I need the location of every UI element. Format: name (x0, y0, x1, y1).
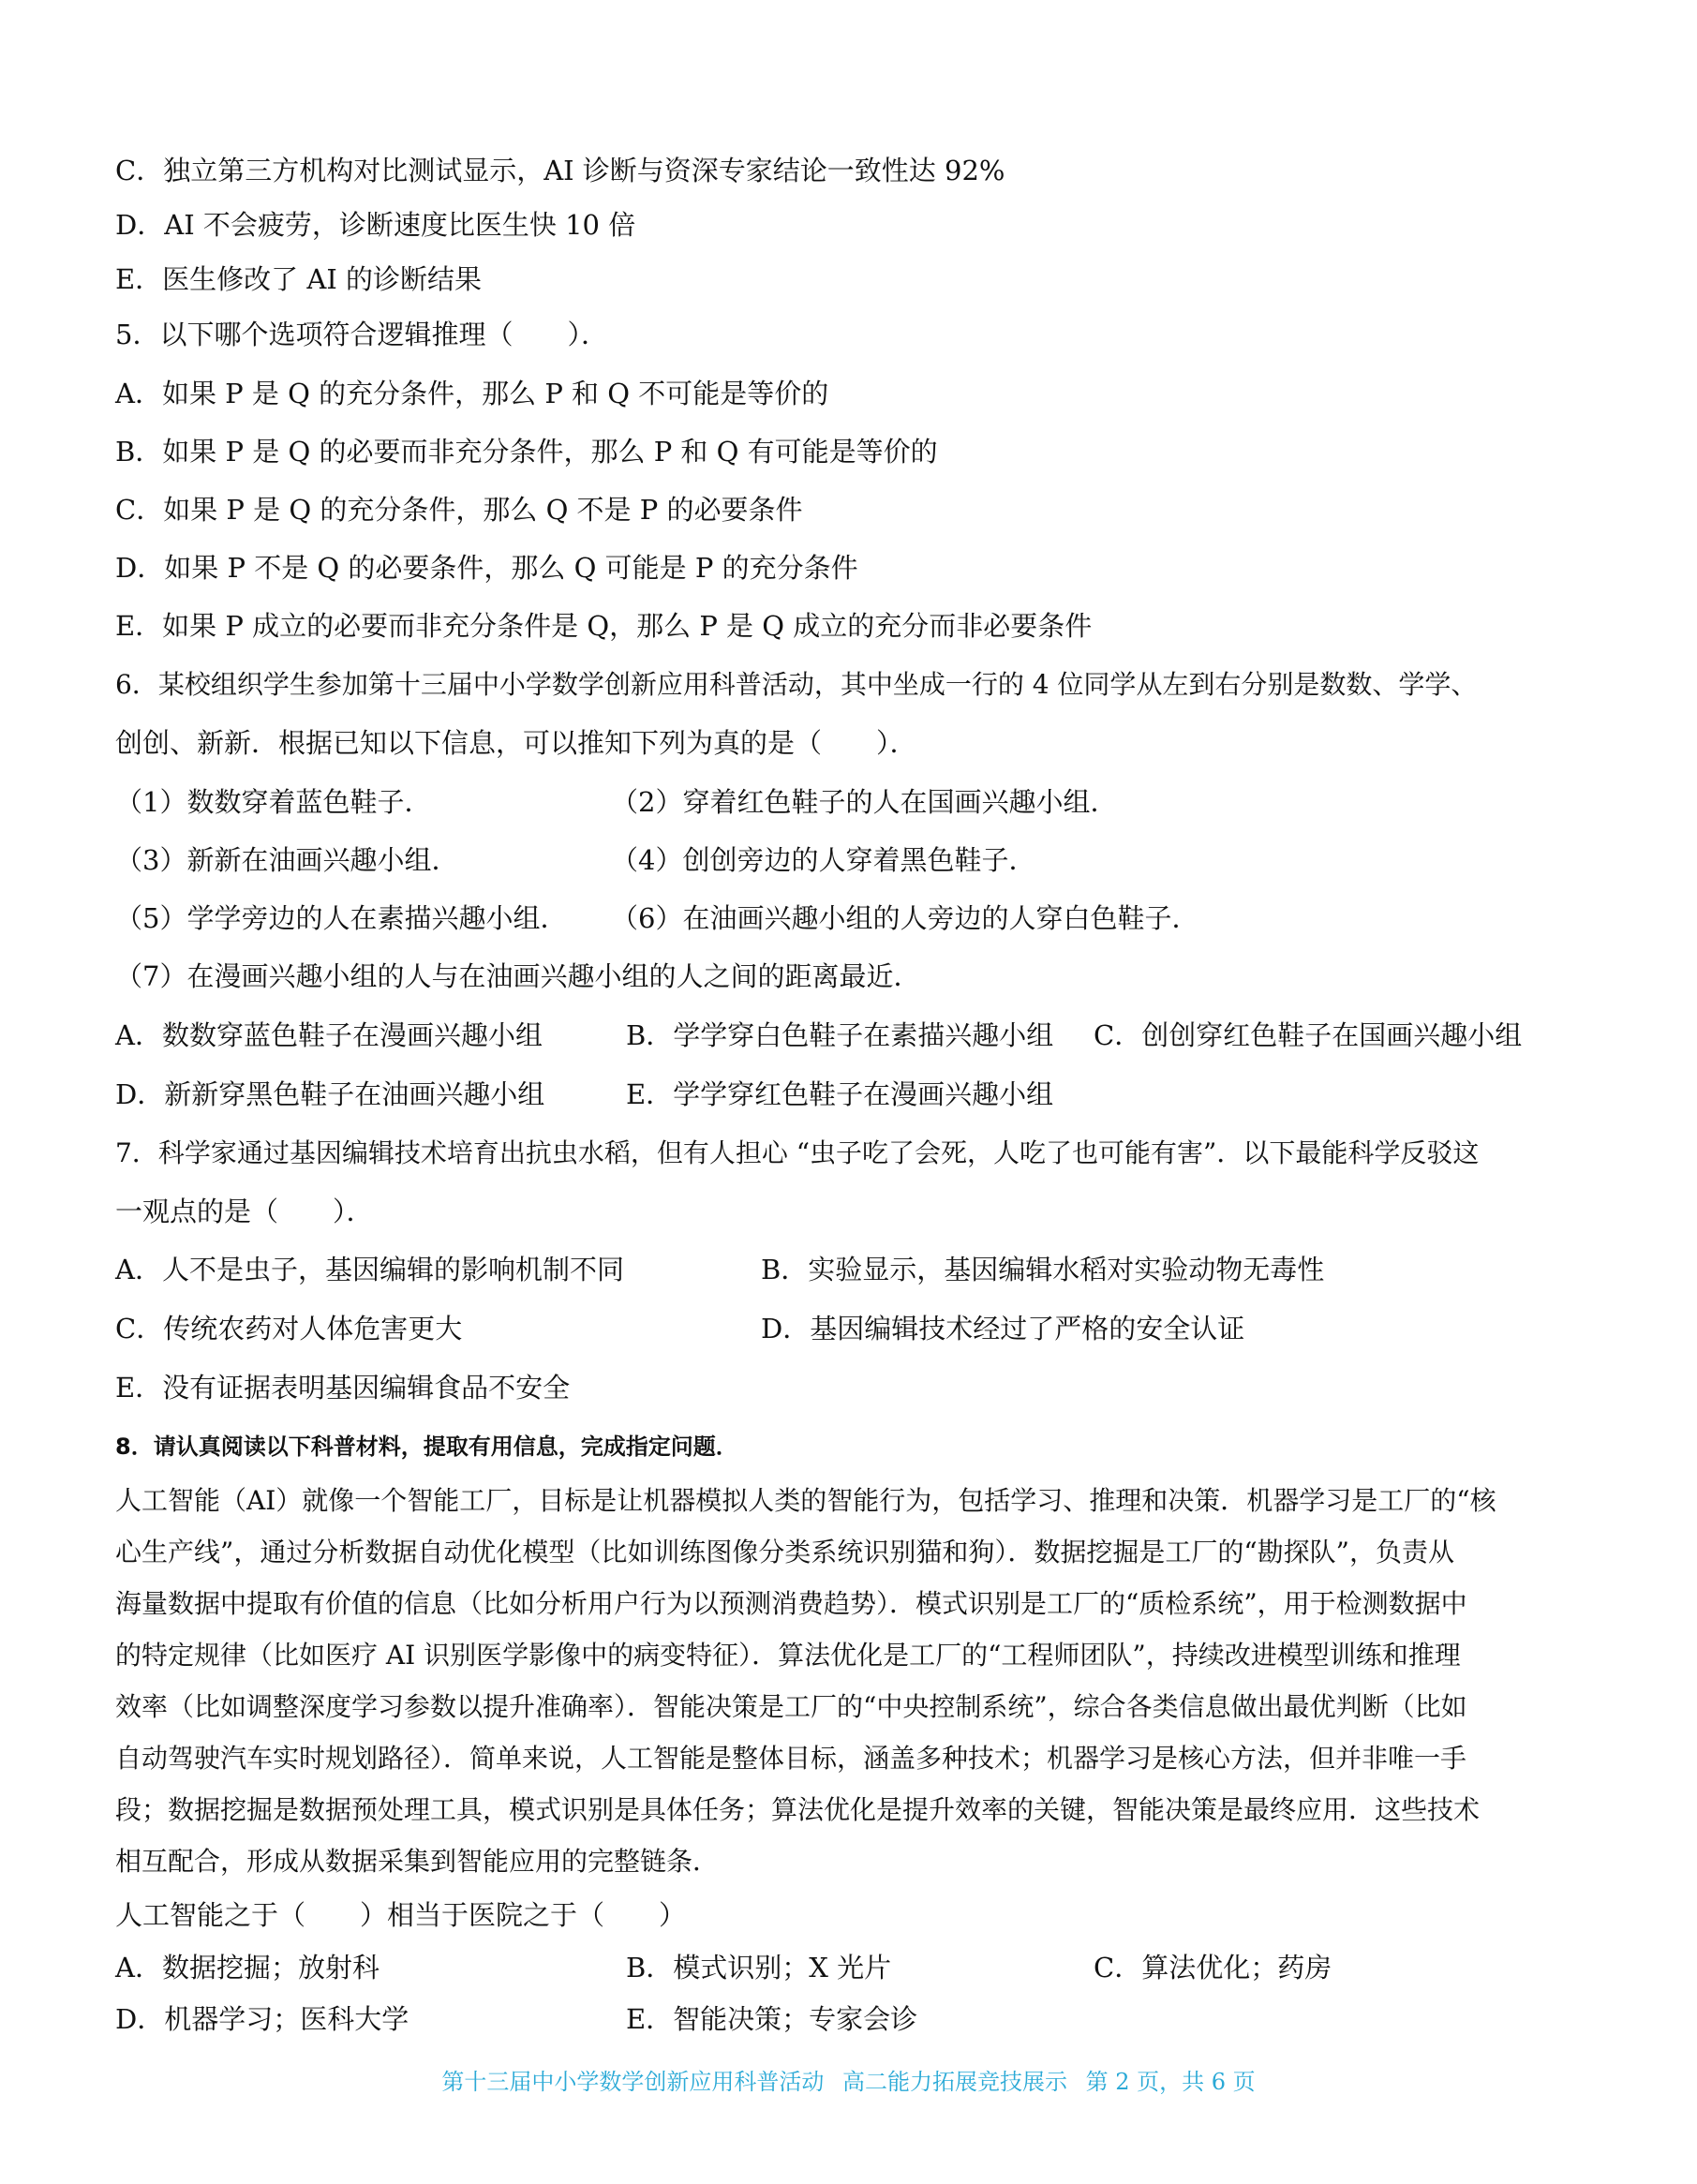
q8-passage-line2: 心生产线”，通过分析数据自动优化模型（比如训练图像分类系统识别猫和狗）．数据挖掘是工厂的“勘探队”，负责从 (115, 1537, 1454, 1567)
footer-page-number: 第 2 页，共 6 页 (1085, 2069, 1256, 2095)
q5-option-e: E．如果 P 成立的必要而非充分条件是 Q，那么 P 是 Q 成立的充分而非必要条件 (115, 610, 1093, 642)
q8-instruction: 8．请认真阅读以下科普材料，提取有用信息，完成指定问题． (115, 1434, 738, 1460)
q4-option-c: C．独立第三方机构对比测试显示，AI 诊断与资深专家结论一致性达 92% (115, 155, 1005, 186)
footer-activity: 第十三届中小学数学创新应用科普活动 (441, 2069, 825, 2095)
q4-option-d: D．AI 不会疲劳，诊断速度比医生快 10 倍 (115, 209, 636, 241)
q6-clue-6: （6）在油画兴趣小组的人旁边的人穿白色鞋子． (611, 902, 1199, 934)
q5-option-c: C．如果 P 是 Q 的充分条件，那么 Q 不是 P 的必要条件 (115, 494, 803, 526)
q8-passage-line5: 效率（比如调整深度学习参数以提升准确率）．智能决策是工厂的“中央控制系统”，综合各类信息做出最优判断（比如 (115, 1691, 1467, 1722)
q8-passage-line4: 的特定规律（比如医疗 AI 识别医学影像中的病变特征）．算法优化是工厂的“工程师团队”，持续改进模型训练和推理 (115, 1640, 1461, 1671)
q8-question: 人工智能之于（ ）相当于医院之于（ ） (115, 1899, 687, 1931)
footer-subject: 高二能力拓展竞技展示 (841, 2069, 1067, 2095)
q6-clue-7: （7）在漫画兴趣小组的人与在油画兴趣小组的人之间的距离最近． (115, 960, 921, 992)
q4-option-e: E．医生修改了 AI 的诊断结果 (115, 263, 483, 295)
q8-option-e: E．智能决策；专家会诊 (626, 2003, 918, 2035)
q6-option-b: B．学学穿白色鞋子在素描兴趣小组 (626, 1019, 1054, 1051)
q7-option-c: C．传统农药对人体危害更大 (115, 1313, 463, 1345)
q6-clue-2: （2）穿着红色鞋子的人在国画兴趣小组． (611, 786, 1118, 818)
q8-option-b: B．模式识别；X 光片 (626, 1952, 892, 1983)
q8-option-c: C．算法优化；药房 (1094, 1952, 1332, 1983)
q6-stem-line1: 6．某校组织学生参加第十三届中小学数学创新应用科普活动，其中坐成一行的 4 位同学从左到右分别是数数、学学、 (115, 669, 1478, 700)
q7-stem-line1: 7．科学家通过基因编辑技术培育出抗虫水稻，但有人担心 “虫子吃了会死，人吃了也可能有害”．以下最能科学反驳这 (115, 1137, 1480, 1168)
q6-clue-4: （4）创创旁边的人穿着黑色鞋子． (611, 844, 1036, 876)
q7-option-d: D．基因编辑技术经过了严格的安全认证 (761, 1313, 1245, 1345)
q5-stem: 5．以下哪个选项符合逻辑推理（ ）． (115, 319, 608, 350)
q6-clue-5: （5）学学旁边的人在素描兴趣小组． (115, 902, 568, 934)
q6-option-d: D．新新穿黑色鞋子在油画兴趣小组 (115, 1078, 545, 1110)
q8-option-d: D．机器学习；医科大学 (115, 2003, 409, 2035)
page-footer (0, 2066, 1697, 2098)
q6-stem-line2: 创创、新新．根据已知以下信息，可以推知下列为真的是（ ）． (115, 727, 917, 759)
q7-stem-line2: 一观点的是（ ）． (115, 1196, 374, 1227)
q5-option-b: B．如果 P 是 Q 的必要而非充分条件，那么 P 和 Q 有可能是等价的 (115, 436, 938, 468)
q6-clue-1: （1）数数穿着蓝色鞋子． (115, 786, 432, 818)
q8-passage-line7: 段；数据挖掘是数据预处理工具，模式识别是具体任务；算法优化是提升效率的关键，智能决策是最终应用．这些技术 (115, 1794, 1481, 1825)
q8-passage-line1: 人工智能（AI）就像一个智能工厂，目标是让机器模拟人类的智能行为，包括学习、推理和决策．机器学习是工厂的“核 (115, 1485, 1496, 1516)
q6-clue-3: （3）新新在油画兴趣小组． (115, 844, 459, 876)
q5-option-a: A．如果 P 是 Q 的充分条件，那么 P 和 Q 不可能是等价的 (115, 378, 829, 409)
q8-option-a: A．数据挖掘；放射科 (115, 1952, 380, 1983)
q8-passage-line8: 相互配合，形成从数据采集到智能应用的完整链条． (115, 1846, 720, 1877)
q6-option-c: C．创创穿红色鞋子在国画兴趣小组 (1094, 1019, 1523, 1051)
q8-passage-line3: 海量数据中提取有价值的信息（比如分析用户行为以预测消费趋势）．模式识别是工厂的“质检系统”，用于检测数据中 (115, 1588, 1467, 1619)
q5-option-d: D．如果 P 不是 Q 的必要条件，那么 Q 可能是 P 的充分条件 (115, 552, 858, 584)
q7-option-b: B．实验显示，基因编辑水稻对实验动物无毒性 (761, 1254, 1325, 1285)
q6-option-e: E．学学穿红色鞋子在漫画兴趣小组 (626, 1078, 1054, 1110)
q7-option-e: E．没有证据表明基因编辑食品不安全 (115, 1372, 571, 1404)
q7-option-a: A．人不是虫子，基因编辑的影响机制不同 (115, 1254, 624, 1285)
q8-passage-line6: 自动驾驶汽车实时规划路径）．简单来说，人工智能是整体目标，涵盖多种技术；机器学习是核心方法，但并非唯一手 (115, 1743, 1467, 1774)
q6-option-a: A．数数穿蓝色鞋子在漫画兴趣小组 (115, 1019, 543, 1051)
